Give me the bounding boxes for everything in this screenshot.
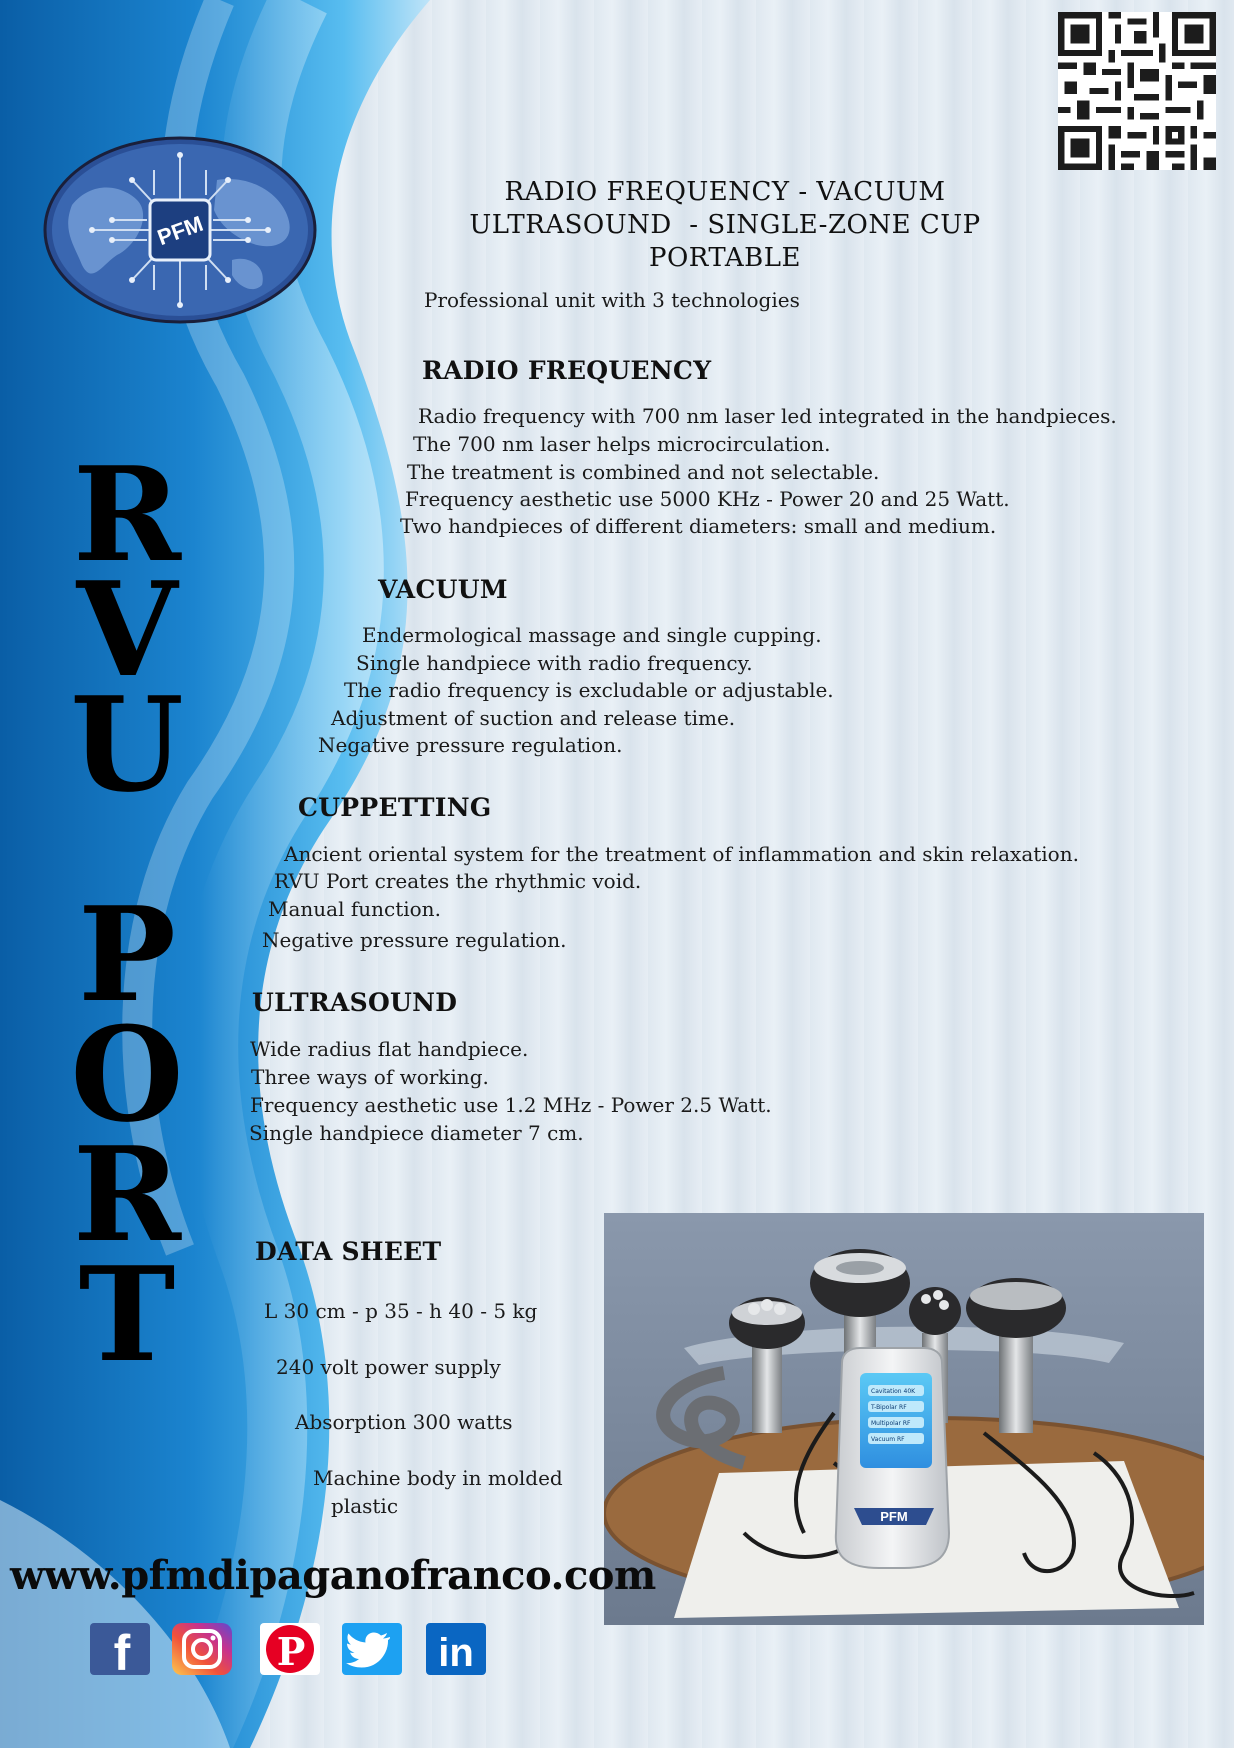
spec-line: Machine body in molded [313,1466,563,1490]
section-heading-vacuum: VACUUM [378,575,508,604]
facebook-icon[interactable] [88,1621,152,1677]
screen-line: Multipolar RF [871,1420,911,1427]
photo-badge: PFM [880,1509,908,1524]
section-line: Adjustment of suction and release time. [331,706,736,730]
section-line: Wide radius flat handpiece. [250,1037,529,1061]
section-heading-radio-frequency: RADIO FREQUENCY [422,356,712,385]
section-heading-data-sheet: DATA SHEET [255,1237,442,1266]
pinterest-icon[interactable] [258,1621,322,1677]
product-photo-rvu-port [604,1213,1204,1625]
vertical-letter: R [72,438,182,591]
website-link[interactable]: www.pfmdipaganofranco.com [10,1552,656,1599]
page-title [420,176,1030,275]
spec-line: L 30 cm - p 35 - h 40 - 5 kg [264,1299,538,1323]
section-heading-cuppetting: CUPPETTING [298,793,492,822]
page-subtitle: Professional unit with 3 technologies [424,288,800,312]
vertical-letter: V [76,553,178,706]
section-line: Two handpieces of different diameters: small and medium. [400,514,997,538]
section-line: Manual function. [268,897,441,921]
linkedin-glyph: in [438,1631,474,1675]
screen-line: Cavitation 40K [871,1388,916,1395]
instagram-icon[interactable] [170,1621,234,1677]
section-line: Endermological massage and single cupping. [362,623,822,647]
section-heading-ultrasound: ULTRASOUND [252,988,458,1017]
section-line: Single handpiece with radio frequency. [356,651,753,675]
linkedin-icon[interactable] [424,1621,488,1677]
section-line: Single handpiece diameter 7 cm. [249,1121,584,1145]
screen-line: T-Bipolar RF [871,1404,907,1411]
section-line: Radio frequency with 700 nm laser led integrated in the handpieces. [418,404,1117,428]
spec-line: 240 volt power supply [276,1355,501,1379]
pinterest-glyph: P [276,1629,306,1674]
section-line: Three ways of working. [251,1065,489,1089]
twitter-icon[interactable] [340,1621,404,1677]
vertical-letter: P [78,878,176,1031]
section-line: The treatment is combined and not selectable. [407,460,880,484]
title-line: PORTABLE [649,243,801,273]
section-line: The radio frequency is excludable or adjustable. [344,678,834,702]
qr-code-icon[interactable] [1058,12,1216,170]
facebook-glyph: f [113,1625,131,1677]
logo-text: PFM [154,210,207,251]
section-line: Frequency aesthetic use 1.2 MHz - Power 2.5 Watt. [250,1093,772,1117]
vertical-letter: T [78,1238,176,1391]
pfm-globe-circuit-logo [42,135,318,325]
title-line: RADIO FREQUENCY - VACUUM [504,177,946,207]
section-line: Negative pressure regulation. [262,928,567,952]
section-line: Ancient oriental system for the treatment of inflammation and skin relaxation. [284,842,1079,866]
section-line: RVU Port creates the rhythmic void. [274,869,642,893]
section-line: Frequency aesthetic use 5000 KHz - Power 20 and 25 Watt. [405,487,1010,511]
title-line: ULTRASOUND - SINGLE-ZONE CUP [469,210,981,240]
screen-line: Vacuum RF [871,1436,905,1443]
section-line: The 700 nm laser helps microcirculation. [413,432,831,456]
vertical-letter: R [72,1118,182,1271]
spec-line: Absorption 300 watts [295,1410,513,1434]
section-line: Negative pressure regulation. [318,733,623,757]
spec-line: plastic [331,1494,399,1518]
vertical-letter: U [70,668,184,821]
vertical-letter: O [70,998,184,1151]
